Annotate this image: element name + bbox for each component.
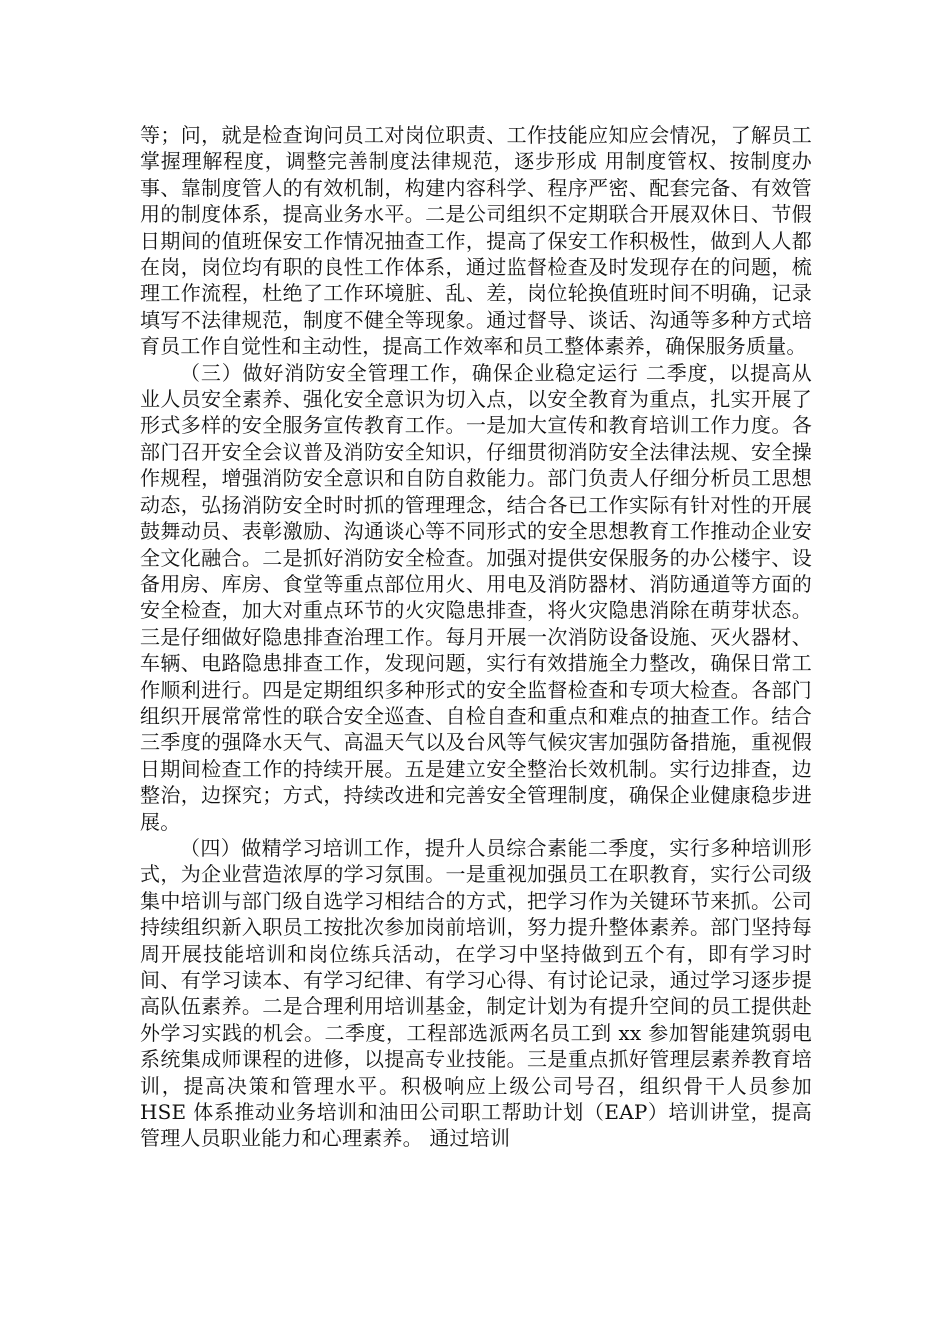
paragraph-training: （四）做精学习培训工作，提升人员综合素能二季度，实行多种培训形式，为企业营造浓厚的学习氛围。一是重视加强员工在职教育，实行公司级集中培训与部门级自选学习相结合的方式，把学习作为关键环节来抓。公司持续组织新入职员工按批次参加岗前培训，努力提升整体素养。部门坚持每周开展技能培训和岗位练兵活动，在学习中坚持做到五个有，即有学习时间、有学习读本、有学习纪律、有学习心得、有讨论记录，通过学习逐步提高队伍素养。二是合理利用培训基金，制定计划为有提升空间的员工提供赴外学习实践的机会。二季度，工程部选派两名员工到 xx 参加智能建筑弱电系统集成师课程的进修，以提高专业技能。三是重点抓好管理层素养教育培训，提高决策和管理水平。积极响应上级公司号召，组织骨干人员参加 HSE 体系推动业务培训和油田公司职工帮助计划（EAP）培训讲堂，提高管理人员职业能力和心理素养。 通过培训 xyxy=(140,835,812,1151)
document-body xyxy=(140,122,812,1152)
paragraph-continuation: 等；问，就是检查询问员工对岗位职责、工作技能应知应会情况，了解员工掌握理解程度，调整完善制度法律规范，逐步形成 用制度管权、按制度办事、靠制度管人的有效机制，构建内容科学、程序严密、配套完备、有效管用的制度体系，提高业务水平。二是公司组织不定期联合开展双休日、节假日期间的值班保安工作情况抽查工作，提高了保安工作积极性，做到人人都在岗，岗位均有职的良性工作体系，通过监督检查及时发现存在的问题，梳理工作流程，杜绝了工作环境脏、乱、差，岗位轮换值班时间不明确，记录填写不法律规范，制度不健全等现象。通过督导、谈话、沟通等多种方式培育员工作自觉性和主动性，提高工作效率和员工整体素养，确保服务质量。 xyxy=(140,123,812,359)
paragraph-fire-safety: （三）做好消防安全管理工作，确保企业稳定运行 二季度，以提高从业人员安全素养、强化安全意识为切入点，以安全教育为重点，扎实开展了形式多样的安全服务宣传教育工作。一是加大宣传和教育培训工作力度。各部门召开安全会议普及消防安全知识，仔细贯彻消防安全法律法规、安全操作规程，增强消防安全意识和自防自救能力。部门负责人仔细分析员工思想动态，弘扬消防安全时时抓的管理理念，结合各已工作实际有针对性的开展鼓舞动员、表彰激励、沟通谈心等不同形式的安全思想教育工作推动企业安全文化融合。二是抓好消防安全检查。加强对提供安保服务的办公楼宇、设备用房、库房、食堂等重点部位用火、用电及消防器材、消防通道等方面的安全检查，加大对重点环节的火灾隐患排查，将火灾隐患消除在萌芽状态。三是仔细做好隐患排查治理工作。每月开展一次消防设备设施、灭火器材、车辆、电路隐患排查工作，发现问题，实行有效措施全力整改，确保日常工作顺利进行。四是定期组织多种形式的安全监督检查和专项大检查。各部门组织开展常常性的联合安全巡查、自检自查和重点和难点的抽查工作。结合三季度的强降水天气、高温天气以及台风等气候灾害加强防备措施，重视假日期间检查工作的持续开展。五是建立安全整治长效机制。实行边排查，边整治，边探究；方式，持续改进和完善安全管理制度，确保企业健康稳步进展。 xyxy=(140,360,812,834)
